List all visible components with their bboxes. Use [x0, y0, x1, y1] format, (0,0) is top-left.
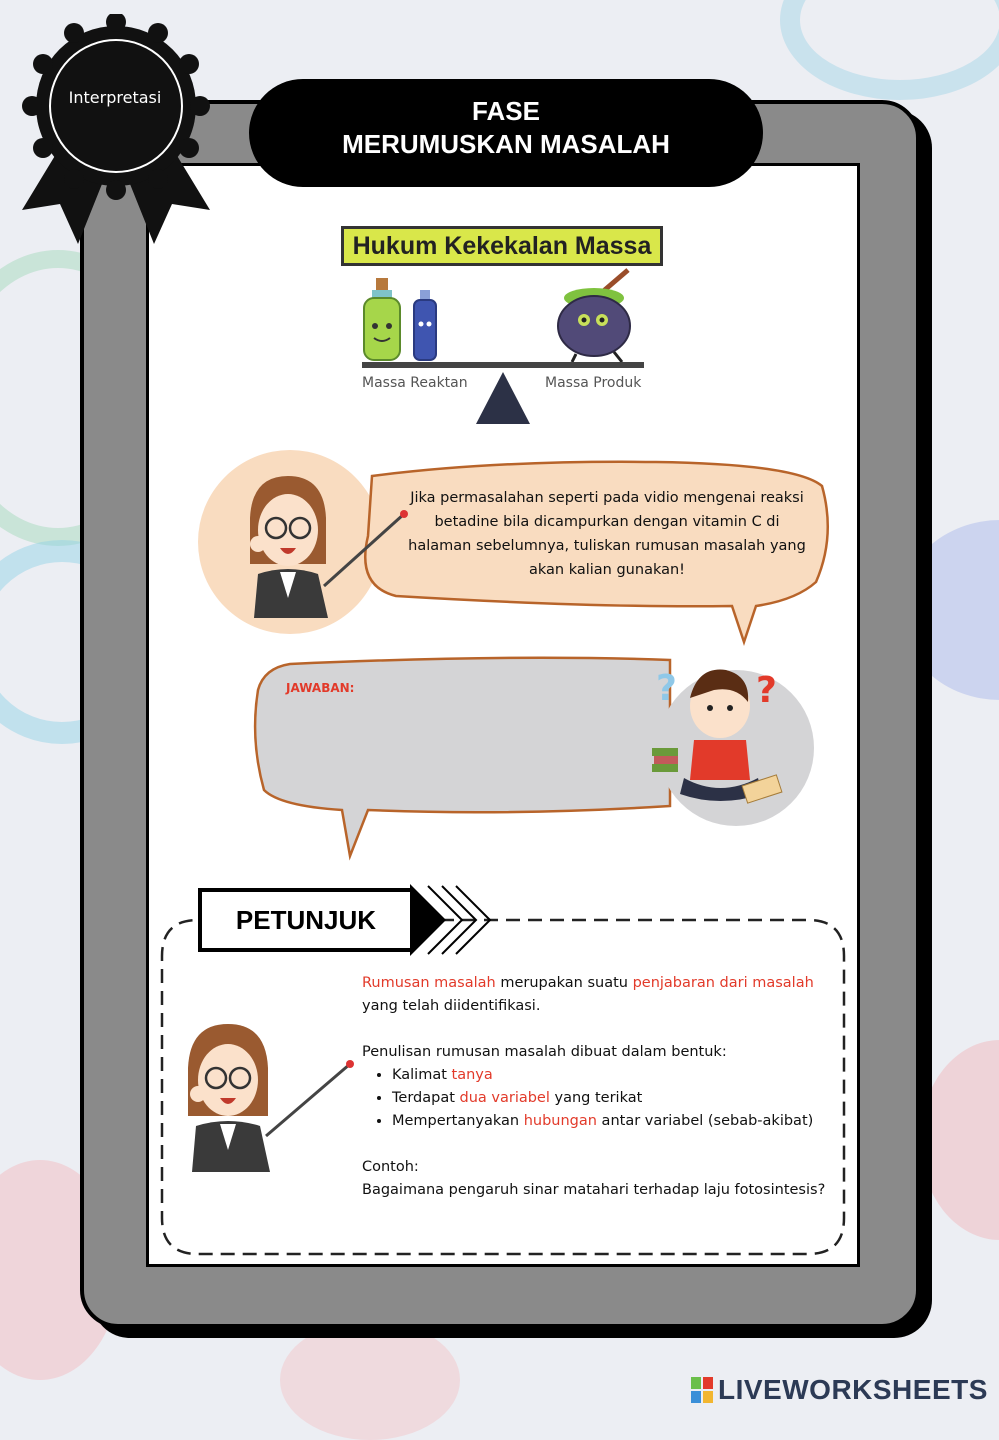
- badge-label: Interpretasi: [68, 88, 162, 107]
- definition-paragraph: [362, 972, 840, 1018]
- diagram-title: Hukum Kekekalan Massa: [341, 226, 663, 266]
- teacher-avatar-icon: [232, 468, 412, 618]
- list-item-text: yang terikat: [549, 1090, 643, 1106]
- question-text: Jika permasalahan seperti pada vidio mengenai reaksi betadine bila dicampurkan dengan vitamin C di halaman sebelumnya, tuliskan rumusan masalah yang akan kalian gunakan!: [408, 490, 806, 578]
- liveworksheets-logo-icon: [691, 1377, 713, 1403]
- petunjuk-content: [362, 972, 840, 1202]
- term-rumusan-masalah: Rumusan masalah: [362, 975, 496, 991]
- brand-watermark[interactable]: LIVEWORKSHEETS: [718, 1374, 988, 1405]
- petunjuk-chevron-arrows: [410, 884, 500, 956]
- teacher-avatar-icon-2: [178, 1016, 358, 1172]
- example-label: Contoh:: [362, 1159, 419, 1175]
- answer-input-area[interactable]: [280, 700, 660, 800]
- list-item-text: Kalimat: [392, 1067, 452, 1083]
- list-item-highlight: tanya: [451, 1067, 493, 1083]
- example-text: Bagaimana pengaruh sinar matahari terhadap laju fotosintesis?: [362, 1182, 826, 1198]
- title-line-1: FASE: [472, 96, 540, 126]
- title-line-2: MERUMUSKAN MASALAH: [342, 129, 670, 159]
- svg-text:?: ?: [756, 670, 777, 711]
- term-penjabaran: penjabaran dari masalah: [632, 975, 814, 991]
- definition-text-end: yang telah diidentifikasi.: [362, 998, 541, 1014]
- answer-label: JAWABAN:: [286, 681, 355, 695]
- confused-student-icon: [650, 662, 790, 808]
- list-item-text: Terdapat: [392, 1090, 460, 1106]
- list-item: [392, 1064, 840, 1087]
- form-intro: Penulisan rumusan masalah dibuat dalam bentuk:: [362, 1044, 727, 1060]
- balance-fulcrum: [476, 372, 530, 424]
- balance-beam: [362, 362, 644, 368]
- list-item-text: antar variabel (sebab-akibat): [596, 1113, 814, 1129]
- form-list: [362, 1064, 840, 1133]
- reactant-bottles-illustration: [358, 276, 458, 364]
- product-mass-label: Massa Produk: [545, 375, 642, 391]
- list-item-highlight: hubungan: [523, 1113, 597, 1129]
- badge-rosette: [16, 14, 216, 250]
- list-item-text: Mempertanyakan: [392, 1113, 524, 1129]
- list-item: [392, 1087, 840, 1110]
- bg-flask-shape: [780, 0, 999, 100]
- petunjuk-title: PETUNJUK: [198, 888, 414, 952]
- definition-text: merupakan suatu: [495, 975, 633, 991]
- list-item-highlight: dua variabel: [459, 1090, 550, 1106]
- product-cauldron-illustration: [552, 268, 644, 364]
- svg-text:?: ?: [656, 668, 677, 709]
- list-item: [392, 1110, 840, 1133]
- page-title: [249, 79, 763, 187]
- reactant-mass-label: Massa Reaktan: [362, 375, 468, 391]
- bg-flask-shape: [280, 1320, 460, 1440]
